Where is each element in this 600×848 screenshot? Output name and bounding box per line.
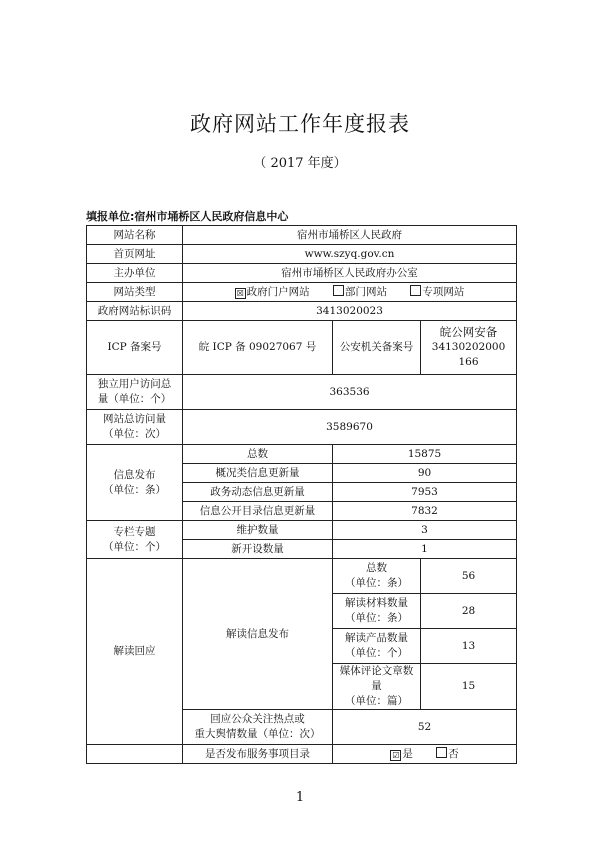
row-site-id xyxy=(87,302,517,321)
response-label: 回应公众关注热点或 重大舆情数量（单位：次） xyxy=(183,710,333,745)
police-record-value: 皖公网安备 34130202000 166 xyxy=(421,321,517,375)
interp-item-label: 解读产品数量 （单位：个） xyxy=(333,629,421,664)
interp-item-value: 15 xyxy=(421,664,517,710)
site-type-options xyxy=(183,283,517,302)
home-url-label: 首页网址 xyxy=(87,245,183,264)
row-site-name xyxy=(87,226,517,245)
site-type-label: 网站类型 xyxy=(87,283,183,302)
total-visits-label: 网站总访问量 （单位：次） xyxy=(87,410,183,445)
page-title: 政府网站工作年度报表 xyxy=(190,112,410,136)
info-item-value: 7832 xyxy=(333,502,517,521)
icp-label: ICP 备案号 xyxy=(87,321,183,375)
checkbox-icon[interactable] xyxy=(333,285,344,296)
info-item-label: 政务动态信息更新量 xyxy=(183,483,333,502)
row-total-visits xyxy=(87,410,517,445)
service-catalog-options xyxy=(333,745,517,764)
interp-item-value: 13 xyxy=(421,629,517,664)
site-name-value: 宿州市埇桥区人民政府 xyxy=(183,226,517,245)
interp-item-value: 56 xyxy=(421,559,517,594)
response-value: 52 xyxy=(333,710,517,745)
row-topics-maintained xyxy=(87,521,517,540)
sponsor-value: 宿州市埇桥区人民政府办公室 xyxy=(183,264,517,283)
icp-value: 皖 ICP 备 09027067 号 xyxy=(183,321,333,375)
interp-item-label: 解读材料数量 （单位：条） xyxy=(333,594,421,629)
empty-cell xyxy=(87,745,183,764)
interp-item-value: 28 xyxy=(421,594,517,629)
reporting-unit: 填报单位:宿州市埇桥区人民政府信息中心 xyxy=(86,210,289,223)
site-id-label: 政府网站标识码 xyxy=(87,302,183,321)
row-unique-visitors xyxy=(87,375,517,410)
checked-checkbox-icon[interactable]: ☒ xyxy=(236,288,244,298)
unique-visitors-value: 363536 xyxy=(183,375,517,410)
info-item-label: 概况类信息更新量 xyxy=(183,464,333,483)
interpretation-label: 解读回应 xyxy=(87,559,183,745)
info-item-value: 15875 xyxy=(333,445,517,464)
topic-item-value: 3 xyxy=(333,521,517,540)
row-icp xyxy=(87,321,517,375)
sponsor-label: 主办单位 xyxy=(87,264,183,283)
checked-checkbox-icon[interactable]: ☑ xyxy=(392,750,400,760)
interpretation-sub-label: 解读信息发布 xyxy=(183,559,333,710)
service-option-yes[interactable]: ☑ 是 xyxy=(392,747,413,760)
row-info-total xyxy=(87,445,517,464)
police-record-label: 公安机关备案号 xyxy=(333,321,421,375)
interp-item-label: 媒体评论文章数量 （单位：篇） xyxy=(333,664,421,710)
home-url-value: www.szyq.gov.cn xyxy=(183,245,517,264)
site-type-option-department[interactable]: 部门网站 xyxy=(333,286,387,298)
topic-item-value: 1 xyxy=(333,540,517,559)
site-id-value: 3413020023 xyxy=(183,302,517,321)
row-interp-total xyxy=(87,559,517,594)
interp-item-label: 总数 （单位：条） xyxy=(333,559,421,594)
site-type-option-portal[interactable]: ☒ 政府门户网站 xyxy=(236,285,310,298)
topic-item-label: 新开设数量 xyxy=(183,540,333,559)
checkbox-icon[interactable] xyxy=(410,285,421,296)
report-year: （ 2017 年度） xyxy=(253,156,347,171)
info-item-value: 90 xyxy=(333,464,517,483)
page-number: 1 xyxy=(295,790,305,805)
row-home-url xyxy=(87,245,517,264)
checkbox-icon[interactable] xyxy=(436,747,447,758)
unique-visitors-label: 独立用户访问总 量（单位：个） xyxy=(87,375,183,410)
info-publish-label: 信息发布 （单位：条） xyxy=(87,445,183,521)
row-site-type xyxy=(87,283,517,302)
info-item-label: 总数 xyxy=(183,445,333,464)
special-topics-label: 专栏专题 （单位：个） xyxy=(87,521,183,559)
row-sponsor xyxy=(87,264,517,283)
site-name-label: 网站名称 xyxy=(87,226,183,245)
site-type-option-special[interactable]: 专项网站 xyxy=(410,286,464,298)
service-catalog-label: 是否发布服务事项目录 xyxy=(183,745,333,764)
report-table xyxy=(86,225,517,764)
total-visits-value: 3589670 xyxy=(183,410,517,445)
row-service-catalog xyxy=(87,745,517,764)
info-item-label: 信息公开目录信息更新量 xyxy=(183,502,333,521)
topic-item-label: 维护数量 xyxy=(183,521,333,540)
info-item-value: 7953 xyxy=(333,483,517,502)
service-option-no[interactable]: 否 xyxy=(436,748,459,760)
